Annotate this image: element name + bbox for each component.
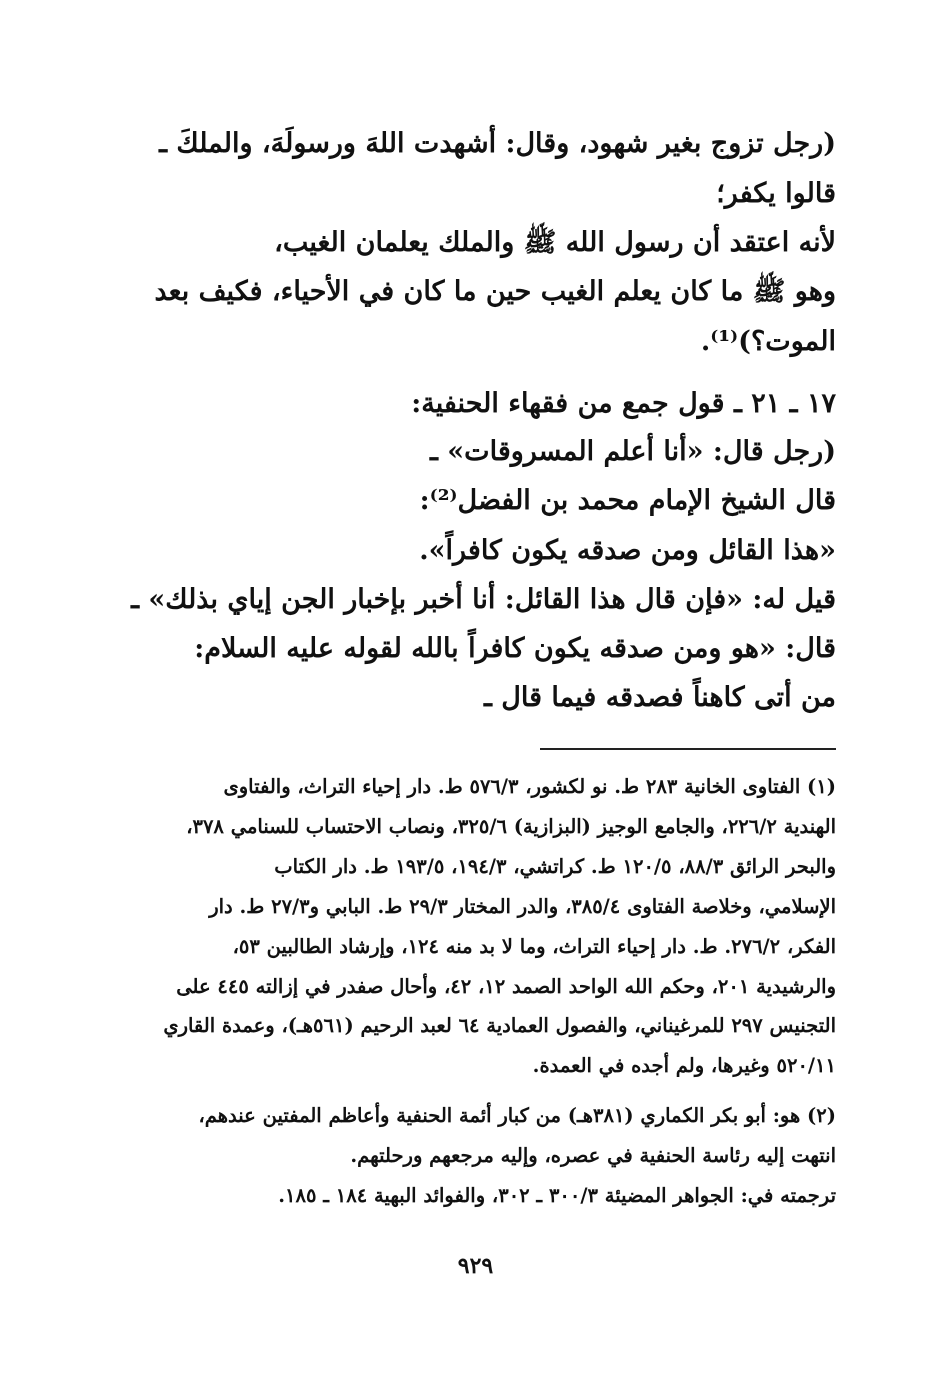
- body-line-3: لأنه اعتقد أن رسول الله ﷺ والملك يعلمان الغيب،: [274, 227, 836, 258]
- body-line-9: «هذا القائل ومن صدقه يكون كافراً».: [419, 535, 836, 566]
- footnote-line-9: (٢) هو: أبو بكر الكماري (٣٨١هـ) من كبار أئمة الحنفية وأعاظم المفتين عندهم،: [198, 1104, 836, 1127]
- footnote-line-8: ٥٢٠/١١ وغيرها، ولم أجده في العمدة.: [532, 1054, 836, 1077]
- footnote-line-2: الهندية ٢٢٦/٢، والجامع الوجيز (البزازية) ٣٢٥/٦، ونصاب الاحتساب للسنامي ٣٧٨،: [186, 815, 836, 838]
- body-line-2: قالوا يكفر؛: [716, 178, 836, 209]
- body-line-12: من أتى كاهناً فصدقه فيما قال ـ: [483, 682, 836, 713]
- footnote-line-5: الفكر، ٢٧٦/٢. ط. دار إحياء التراث، وما لا بد منه ١٢٤، وإرشاد الطالبين ٥٣،: [232, 935, 836, 958]
- body-line-7: (رجل قال: «أنا أعلم المسروقات» ـ: [429, 436, 836, 467]
- body-line-10: قيل له: «فإن قال هذا القائل: أنا أخبر بإخبار الجن إياي بذلك» ـ: [131, 584, 836, 615]
- body-line-1: (رجل تزوج بغير شهود، وقال: أشهدت اللهَ ورسولَهَ، والملكَ ـ: [159, 128, 836, 159]
- footnote-line-1: (١) الفتاوى الخانية ٢٨٣ ط. نو لكشور، ٥٧٦/٣ ط. دار إحياء التراث، والفتاوى: [223, 775, 836, 798]
- section-heading: ١٧ ـ ٢١ ـ قول جمع من فقهاء الحنفية:: [411, 388, 836, 419]
- body-line-4: وهو ﷺ ما كان يعلم الغيب حين ما كان في الأحياء، فكيف بعد: [154, 276, 836, 307]
- body-line-5: الموت؟)⁽¹⁾.: [700, 326, 836, 357]
- footnote-line-6: والرشيدية ٢٠١، وحكم الله الواحد الصمد ١٢، ٤٢، وأحال صفدر في إزالته ٤٤٥ على: [176, 975, 836, 998]
- body-line-8: قال الشيخ الإمام محمد بن الفضل⁽²⁾:: [419, 485, 836, 516]
- footnote-line-4: الإسلامي، وخلاصة الفتاوى ٣٨٥/٤، والدر المختار ٢٩/٣ ط. البابي و٢٧/٣ ط. دار: [209, 895, 836, 918]
- body-line-11: قال: «هو ومن صدقه يكون كافراً بالله لقوله عليه السلام:: [194, 633, 836, 664]
- footnote-line-10: انتهت إليه رئاسة الحنفية في عصره، وإليه مرجعهم ورحلتهم.: [350, 1144, 836, 1167]
- footnote-line-7: التجنيس ٢٩٧ للمرغيناني، والفصول العمادية ٦٤ لعبد الرحيم (٥٦١هـ)، وعمدة القاري: [163, 1014, 836, 1037]
- footnote-line-11: ترجمته في: الجواهر المضيئة ٣٠٠/٣ ـ ٣٠٢، والفوائد البهية ١٨٤ ـ ١٨٥.: [278, 1184, 836, 1207]
- page-number: ٩٢٩: [457, 1253, 494, 1279]
- footnote-separator: [540, 748, 836, 750]
- footnote-line-3: والبحر الرائق ٨٨/٣، ١٢٠/٥ ط. كراتشي، ١٩٤/٣، ١٩٣/٥ ط. دار الكتاب: [274, 855, 836, 878]
